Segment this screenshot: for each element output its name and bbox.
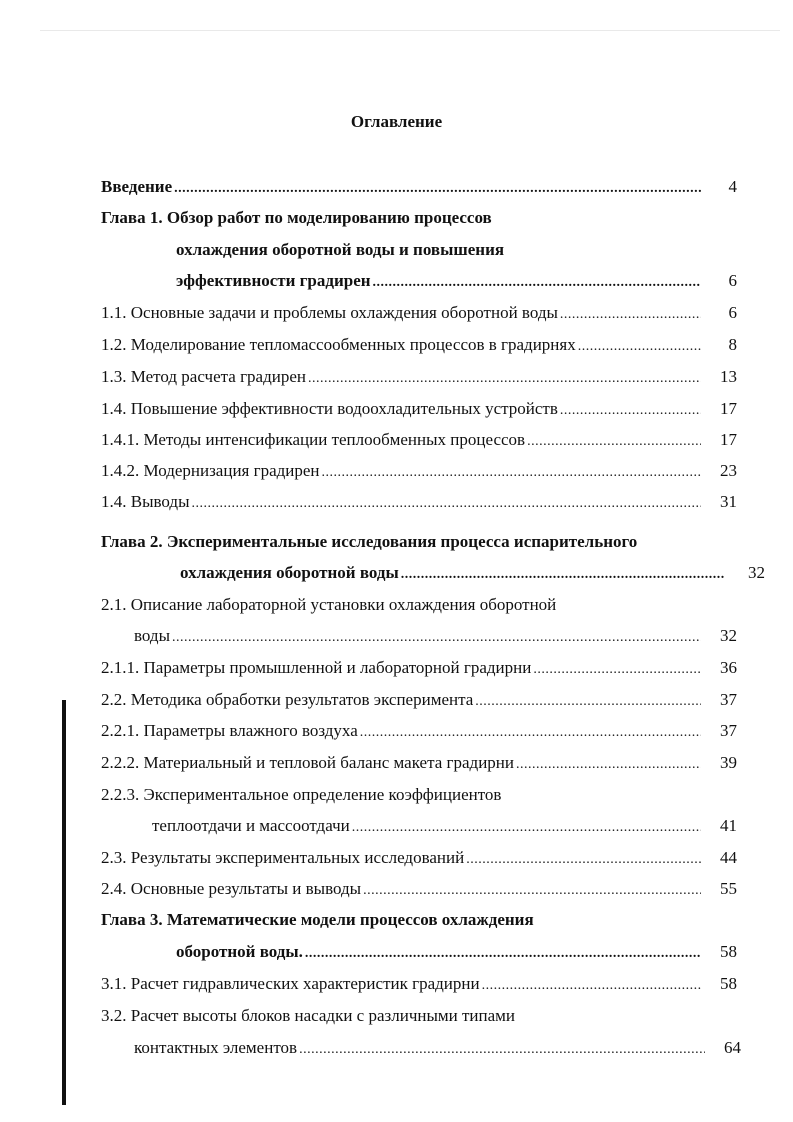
leader-dots [172, 626, 701, 650]
toc-page-number: 23 [720, 461, 737, 480]
toc-chapter-1-heading-cont: охлаждения оборотной воды и повышения [176, 240, 505, 259]
page-top-edge [40, 30, 780, 31]
toc-page-number: 36 [720, 658, 737, 677]
toc-entry-1-3[interactable] [101, 365, 703, 389]
leader-dots [299, 1038, 705, 1062]
toc-entry-2-1-cont[interactable] [134, 624, 703, 648]
toc-page-number: 32 [748, 563, 765, 582]
toc-entry-label: 1.4.1. Методы интенсификации теплообменных процессов [101, 430, 526, 449]
toc-entry-2-2-3-cont[interactable] [152, 814, 703, 838]
toc-entry-label: 2.4. Основные результаты и выводы [101, 879, 362, 898]
toc-entry-label: теплоотдачи и массоотдачи [152, 816, 350, 835]
toc-page-number: 17 [720, 430, 737, 449]
toc-chapter-3-heading[interactable]: Глава 3. Математические модели процессов охлаждения [101, 910, 534, 929]
toc-page-number: 64 [724, 1038, 741, 1057]
toc-entry-2-2-1[interactable] [101, 719, 703, 743]
toc-entry-2-1-1[interactable] [101, 656, 703, 680]
leader-dots [401, 563, 724, 587]
toc-entry-label: контактных элементов [134, 1038, 298, 1057]
toc-page-number: 31 [720, 492, 737, 511]
toc-entry-label: оборотной воды. [176, 942, 303, 961]
toc-page-number: 41 [720, 816, 737, 835]
toc-chapter-2-heading-end[interactable] [180, 561, 726, 585]
toc-page-number: 55 [720, 879, 737, 898]
toc-title: Оглавление [350, 112, 443, 131]
leader-dots [305, 942, 701, 966]
toc-page-number: 58 [720, 974, 737, 993]
toc-entry-intro[interactable] [101, 175, 703, 199]
toc-entry-label: 3.1. Расчет гидравлических характеристик градирни [101, 974, 480, 993]
leader-dots [360, 721, 701, 745]
toc-chapter-3-heading-end[interactable] [176, 940, 703, 964]
leader-dots [475, 690, 701, 714]
toc-entry-label: Введение [101, 177, 173, 196]
leader-dots [578, 335, 701, 359]
toc-entry-label: 2.2. Методика обработки результатов эксперимента [101, 690, 474, 709]
toc-entry-3-2-cont[interactable] [134, 1036, 707, 1060]
toc-page-number: 17 [720, 399, 737, 418]
toc-entry-label: 2.1.1. Параметры промышленной и лабораторной градирни [101, 658, 532, 677]
toc-page-number: 6 [728, 303, 737, 322]
leader-dots [192, 492, 701, 516]
toc-entry-1-4-1[interactable] [101, 428, 703, 452]
toc-page-number: 39 [720, 753, 737, 772]
toc-page-number: 4 [728, 177, 737, 196]
toc-page-number: 58 [720, 942, 737, 961]
leader-dots [352, 816, 701, 840]
scan-edge-shadow [62, 700, 66, 1105]
toc-entry-label: 1.3. Метод расчета градирен [101, 367, 306, 386]
toc-entry-2-2[interactable] [101, 688, 703, 712]
toc-entry-1-4[interactable] [101, 397, 703, 421]
leader-dots [322, 461, 701, 485]
toc-page-number: 13 [720, 367, 737, 386]
toc-page-number: 8 [728, 335, 737, 354]
toc-entry-label: 1.4.2. Модернизация градирен [101, 461, 320, 480]
leader-dots [174, 177, 701, 201]
leader-dots [363, 879, 701, 903]
leader-dots [373, 271, 701, 295]
toc-entry-2-4[interactable] [101, 877, 703, 901]
toc-entry-label: эффективности градирен [176, 271, 371, 290]
toc-entry-label: 2.3. Результаты экспериментальных исследований [101, 848, 465, 867]
leader-dots [533, 658, 701, 682]
toc-entry-label: 2.2.2. Материальный и тепловой баланс макета градирни [101, 753, 514, 772]
toc-entry-3-1[interactable] [101, 972, 703, 996]
leader-dots [516, 753, 701, 777]
toc-entry-2-1[interactable]: 2.1. Описание лабораторной установки охлаждения оборотной [101, 595, 557, 614]
toc-page-number: 44 [720, 848, 737, 867]
toc-entry-2-2-3[interactable]: 2.2.3. Экспериментальное определение коэффициентов [101, 785, 502, 804]
toc-entry-1-1[interactable] [101, 301, 703, 325]
toc-page-number: 37 [720, 721, 737, 740]
leader-dots [482, 974, 701, 998]
toc-entry-2-2-2[interactable] [101, 751, 703, 775]
toc-entry-3-2[interactable]: 3.2. Расчет высоты блоков насадки с различными типами [101, 1006, 516, 1025]
toc-entry-1-2[interactable] [101, 333, 703, 357]
toc-entry-label: 2.2.1. Параметры влажного воздуха [101, 721, 358, 740]
toc-entry-1-4-2[interactable] [101, 459, 703, 483]
toc-entry-1-4-conclusions[interactable] [101, 490, 703, 514]
toc-chapter-1-heading-end[interactable] [176, 269, 703, 293]
toc-entry-label: 1.2. Моделирование тепломассообменных процессов в градирнях [101, 335, 576, 354]
toc-page-number: 37 [720, 690, 737, 709]
toc-chapter-1-heading[interactable]: Глава 1. Обзор работ по моделированию процессов [101, 208, 492, 227]
toc-entry-label: охлаждения оборотной воды [180, 563, 399, 582]
toc-chapter-2-heading[interactable]: Глава 2. Экспериментальные исследования процесса испарительного [101, 532, 638, 551]
toc-entry-label: 1.4. Выводы [101, 492, 190, 511]
leader-dots [308, 367, 701, 391]
toc-entry-label: воды [134, 626, 170, 645]
leader-dots [466, 848, 701, 872]
leader-dots [527, 430, 701, 454]
toc-entry-2-3[interactable] [101, 846, 703, 870]
toc-page-number: 6 [728, 271, 737, 290]
leader-dots [560, 399, 701, 423]
toc-page-number: 32 [720, 626, 737, 645]
leader-dots [560, 303, 701, 327]
toc-entry-label: 1.1. Основные задачи и проблемы охлаждения оборотной воды [101, 303, 558, 322]
toc-entry-label: 1.4. Повышение эффективности водоохладительных устройств [101, 399, 558, 418]
